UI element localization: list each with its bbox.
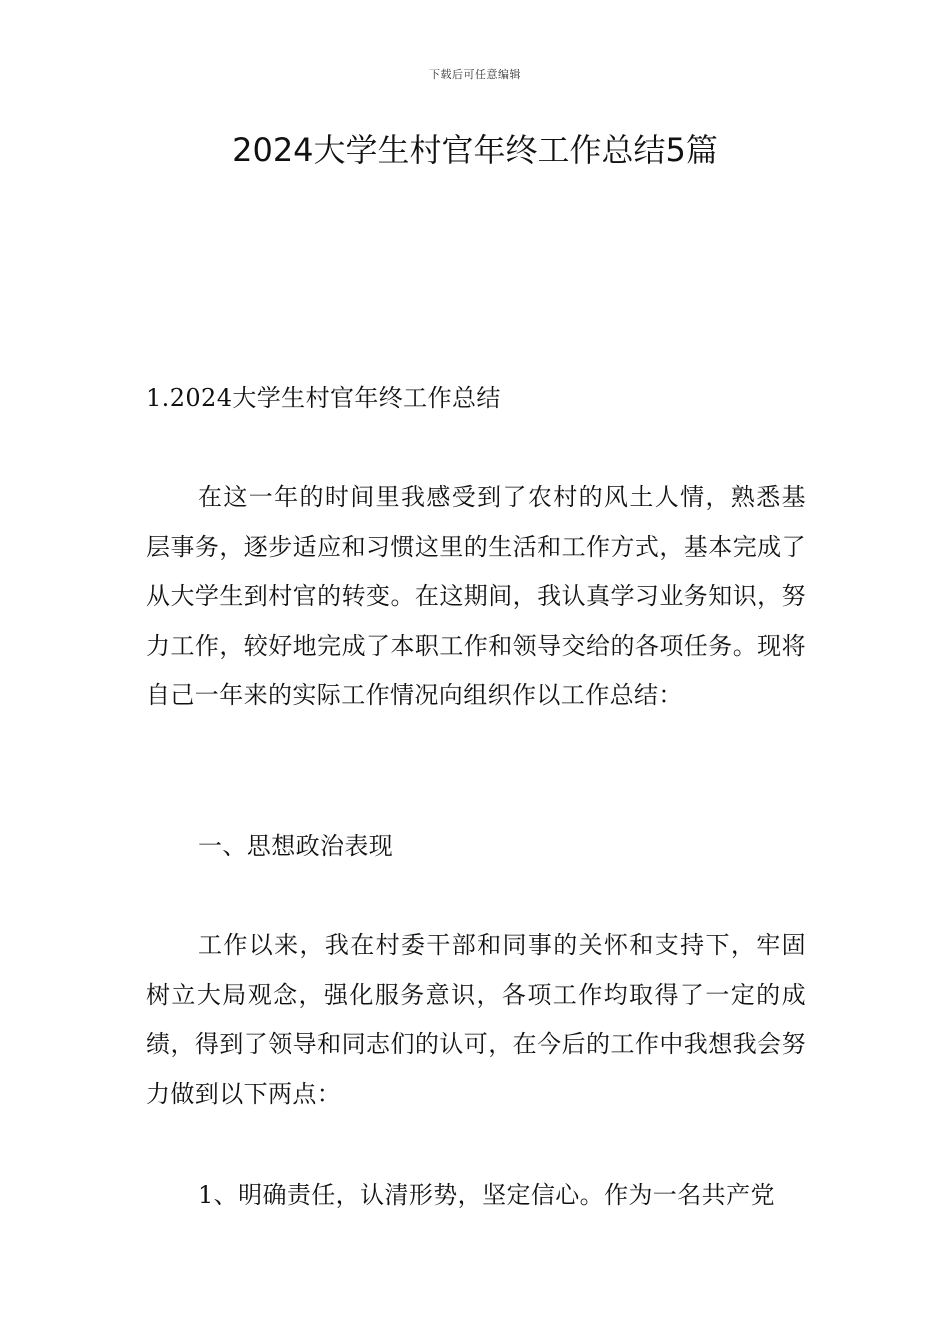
paragraph-work-summary: 工作以来，我在村委干部和同事的关怀和支持下，牢固树立大局观念，强化服务意识，各项工作均取得了一定的成绩，得到了领导和同志们的认可，在今后的工作中我想我会努力做到以下两点： bbox=[146, 931, 806, 1108]
paragraph-intro: 在这一年的时间里我感受到了农村的风土人情，熟悉基层事务，逐步适应和习惯这里的生活和工作方式，基本完成了从大学生到村官的转变。在这期间，我认真学习业务知识，努力工作，较好地完成了本职工作和领导交给的各项任务。现将自己一年来的实际工作情况向组织作以工作总结： bbox=[146, 483, 806, 709]
subheading-political-performance: 一、思想政治表现 bbox=[198, 832, 394, 860]
header-note: 下载后可任意编辑 bbox=[429, 68, 521, 81]
paragraph-point-one: 1、明确责任，认清形势，坚定信心。作为一名共产党 bbox=[198, 1181, 775, 1209]
section-heading: 1.2024大学生村官年终工作总结 bbox=[146, 384, 501, 412]
document-title: 2024大学生村官年终工作总结5篇 bbox=[232, 131, 718, 169]
